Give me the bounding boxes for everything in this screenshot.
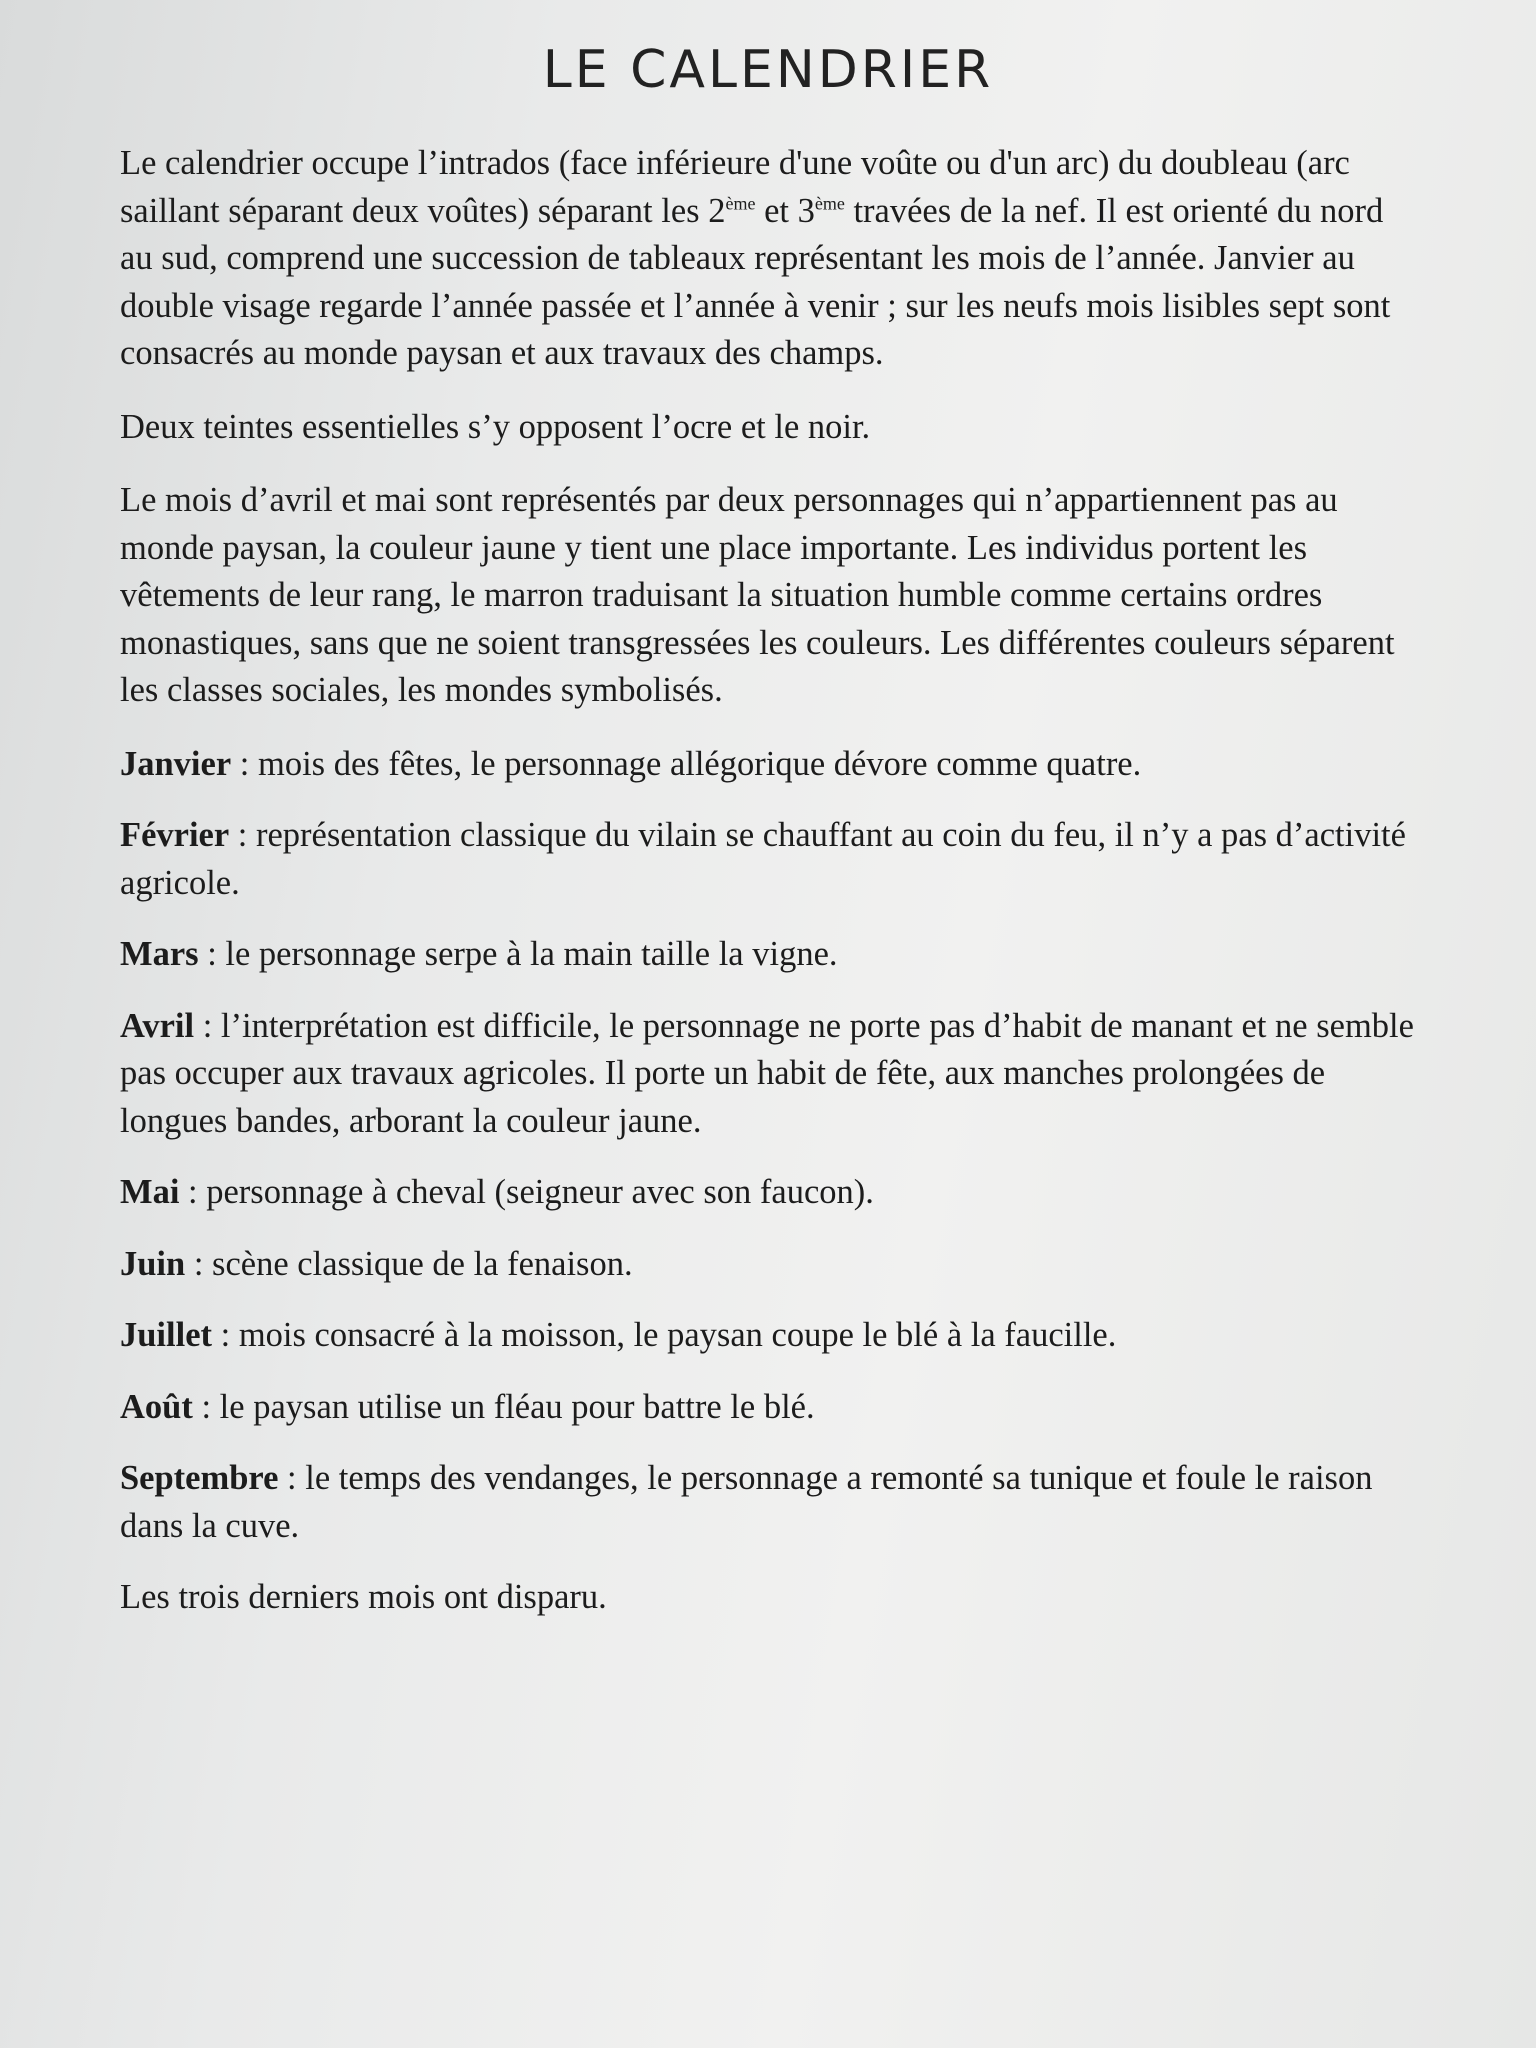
intro-text-b: et 3 <box>755 191 815 230</box>
ordinal-superscript: ème <box>725 193 756 213</box>
month-name: Mars <box>120 935 199 973</box>
month-entry-mai <box>120 1169 1420 1217</box>
month-name: Février <box>120 816 230 854</box>
month-entry-juin <box>120 1241 1420 1289</box>
ordinal-superscript: ème <box>814 193 845 213</box>
month-name: Juillet <box>120 1316 212 1354</box>
month-entry-aout <box>120 1384 1420 1432</box>
month-description: : représentation classique du vilain se chauffant au coin du feu, il n’y a pas d’activité agricole. <box>120 816 1406 902</box>
month-entry-fevrier <box>120 812 1420 907</box>
intro-text-c: travées de la nef. Il est orienté du nord au sud, comprend une succession de tableaux représentant les mois de l’année. Janvier au double visage regarde l’année passée et l’année à venir ; sur les neufs mois lisibles sept sont consacrés au monde paysan et aux travaux des champs. <box>120 191 1391 372</box>
month-name: Septembre <box>120 1459 279 1497</box>
intro-text-a: Le calendrier occupe l’intrados (face inférieure d'une voûte ou d'un arc) du doubleau (arc saillant séparant deux voûtes) séparant les 2 <box>120 144 1350 230</box>
closing-paragraph: Les trois derniers mois ont disparu. <box>120 1578 607 1616</box>
month-name: Mai <box>120 1173 180 1211</box>
month-description: : le temps des vendanges, le personnage a remonté sa tunique et foule le raison dans la cuve. <box>120 1459 1373 1545</box>
page-title: LE CALENDRIER <box>542 40 994 100</box>
month-entry-juillet <box>120 1312 1420 1360</box>
month-name: Janvier <box>120 744 232 783</box>
intro-paragraph-3: Le mois d’avril et mai sont représentés par deux personnages qui n’appartiennent pas au monde paysan, la couleur jaune y tient une place importante. Les individus portent les vêtements de leur rang, le marron traduisant la situation humble comme certains ordres monastiques, sans que ne soient transgressées les couleurs. Les différentes couleurs séparent les classes sociales, les mondes symbolisés. <box>120 481 1395 709</box>
intro-paragraph-1 <box>120 140 1420 378</box>
month-entry-janvier <box>120 741 1420 789</box>
intro-paragraph-2: Deux teintes essentielles s’y opposent l’ocre et le noir. <box>120 407 871 446</box>
month-description: : l’interprétation est difficile, le personnage ne porte pas d’habit de manant et ne semble pas occuper aux travaux agricoles. Il porte un habit de fête, aux manches prolongées de longues bandes, arborant la couleur jaune. <box>120 1006 1414 1140</box>
month-name: Avril <box>120 1006 195 1045</box>
month-description: : scène classique de la fenaison. <box>185 1244 633 1283</box>
month-description: : le personnage serpe à la main taille la vigne. <box>198 935 838 973</box>
document-body <box>120 140 1420 1648</box>
month-entry-mars <box>120 931 1420 979</box>
month-description: : personnage à cheval (seigneur avec son faucon). <box>179 1173 874 1211</box>
month-name: Juin <box>120 1244 186 1283</box>
month-description: : le paysan utilise un fléau pour battre le blé. <box>192 1387 815 1426</box>
month-description: : mois consacré à la moisson, le paysan coupe le blé à la faucille. <box>212 1316 1117 1354</box>
month-description: : mois des fêtes, le personnage allégorique dévore comme quatre. <box>231 744 1142 783</box>
month-name: Août <box>120 1387 193 1426</box>
month-entry-avril <box>120 1003 1420 1146</box>
month-entry-septembre <box>120 1455 1420 1550</box>
